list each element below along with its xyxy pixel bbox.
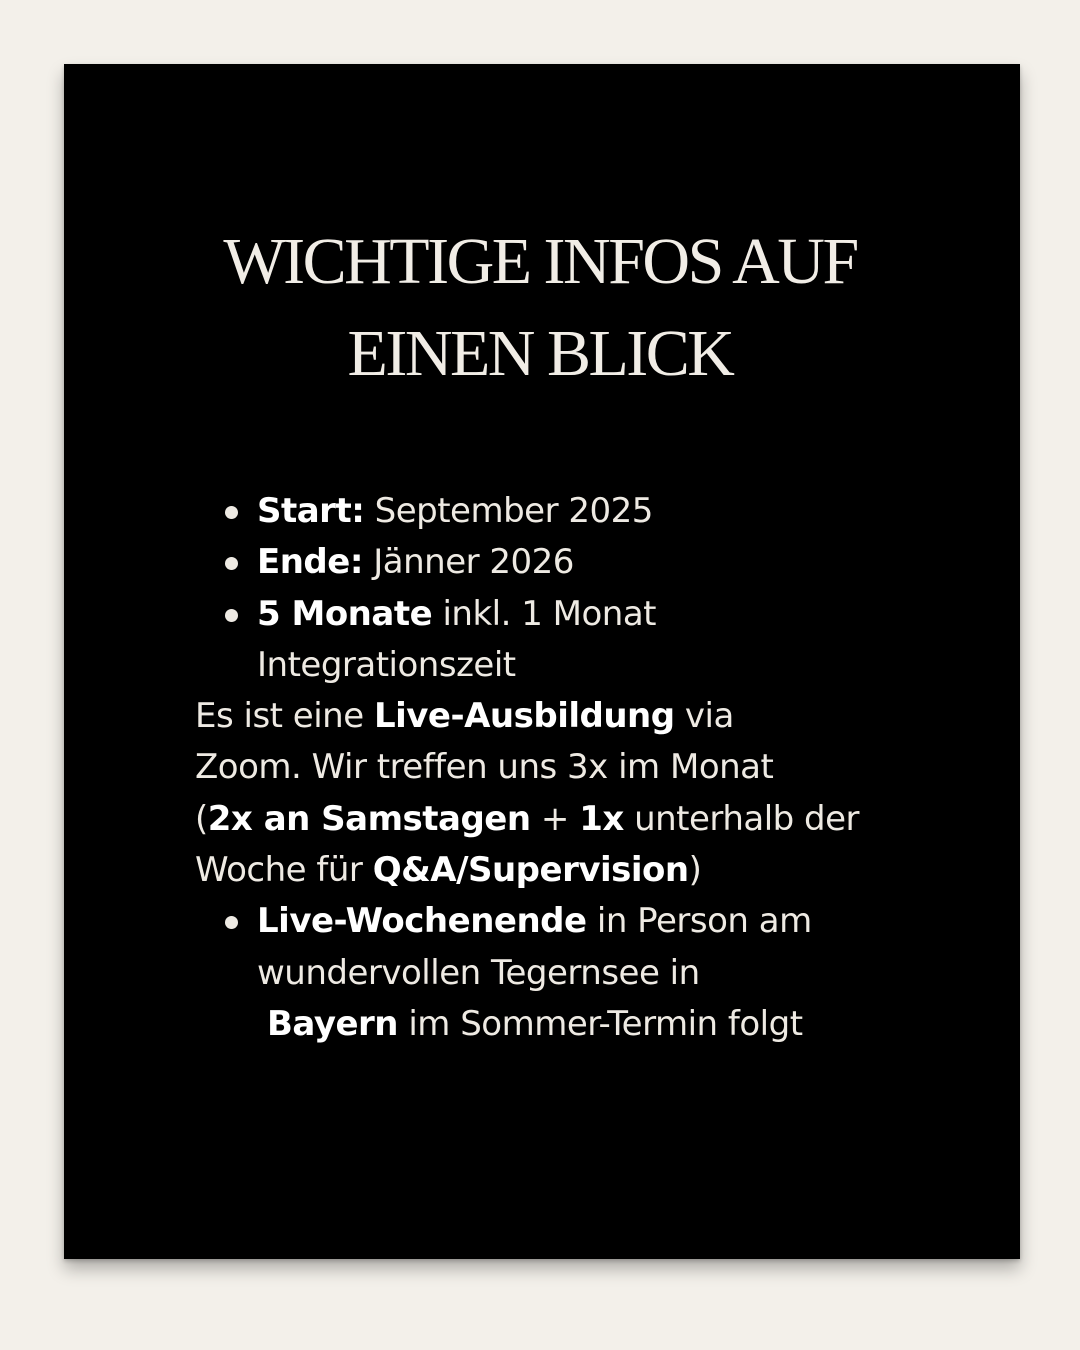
weekend-text: in Person am: [586, 901, 812, 942]
title-line-1: WICHTIGE INFOS AUF: [223, 225, 857, 298]
list-item-weekend: [195, 896, 915, 1050]
paragraph-text: unterhalb der: [623, 798, 860, 839]
bullet-icon: [225, 506, 238, 519]
title-line-2: EINEN BLICK: [347, 317, 733, 390]
paragraph-bold: Live-Ausbildung: [373, 696, 675, 737]
paragraph-text: (: [195, 798, 208, 839]
duration-label: 5 Monate: [257, 593, 433, 634]
paragraph-bold: 1x: [579, 798, 624, 839]
paragraph-bold: 2x an Samstagen: [207, 798, 531, 839]
list-item-end: [195, 537, 915, 588]
format-paragraph: [195, 691, 915, 896]
info-body: [195, 486, 915, 1050]
paragraph-text: Woche für: [195, 850, 373, 891]
bullet-icon: [225, 916, 238, 929]
location-text: im Sommer-Termin folgt: [398, 1003, 803, 1044]
paragraph-bold: Q&A/Supervision: [372, 850, 689, 891]
paragraph-text: +: [530, 798, 580, 839]
weekend-label: Live-Wochenende: [257, 901, 587, 942]
paragraph-text: Zoom. Wir treffen uns 3x im Monat: [195, 747, 774, 788]
bullet-icon: [225, 609, 238, 622]
bullet-icon: [225, 557, 238, 570]
end-label: Ende:: [257, 542, 363, 583]
weekend-list: [195, 896, 915, 1050]
weekend-text-line-3: [257, 1004, 803, 1044]
paragraph-text: ): [688, 850, 702, 891]
end-value: Jänner 2026: [362, 542, 574, 583]
list-item-duration: [195, 589, 915, 692]
list-item-start: [195, 486, 915, 537]
start-value: September 2025: [364, 491, 653, 531]
page-title: [0, 216, 1080, 400]
paragraph-text: via: [674, 696, 734, 737]
duration-value: inkl. 1 Monat: [432, 593, 657, 634]
duration-value-line-2: Integrationszeit: [257, 644, 516, 685]
paragraph-text: Es ist eine: [195, 696, 374, 737]
weekend-text-line-2: wundervollen Tegernsee in: [257, 952, 700, 993]
start-label: Start:: [257, 491, 365, 531]
location-bold: Bayern: [267, 1003, 399, 1044]
key-facts-list: [195, 486, 915, 691]
